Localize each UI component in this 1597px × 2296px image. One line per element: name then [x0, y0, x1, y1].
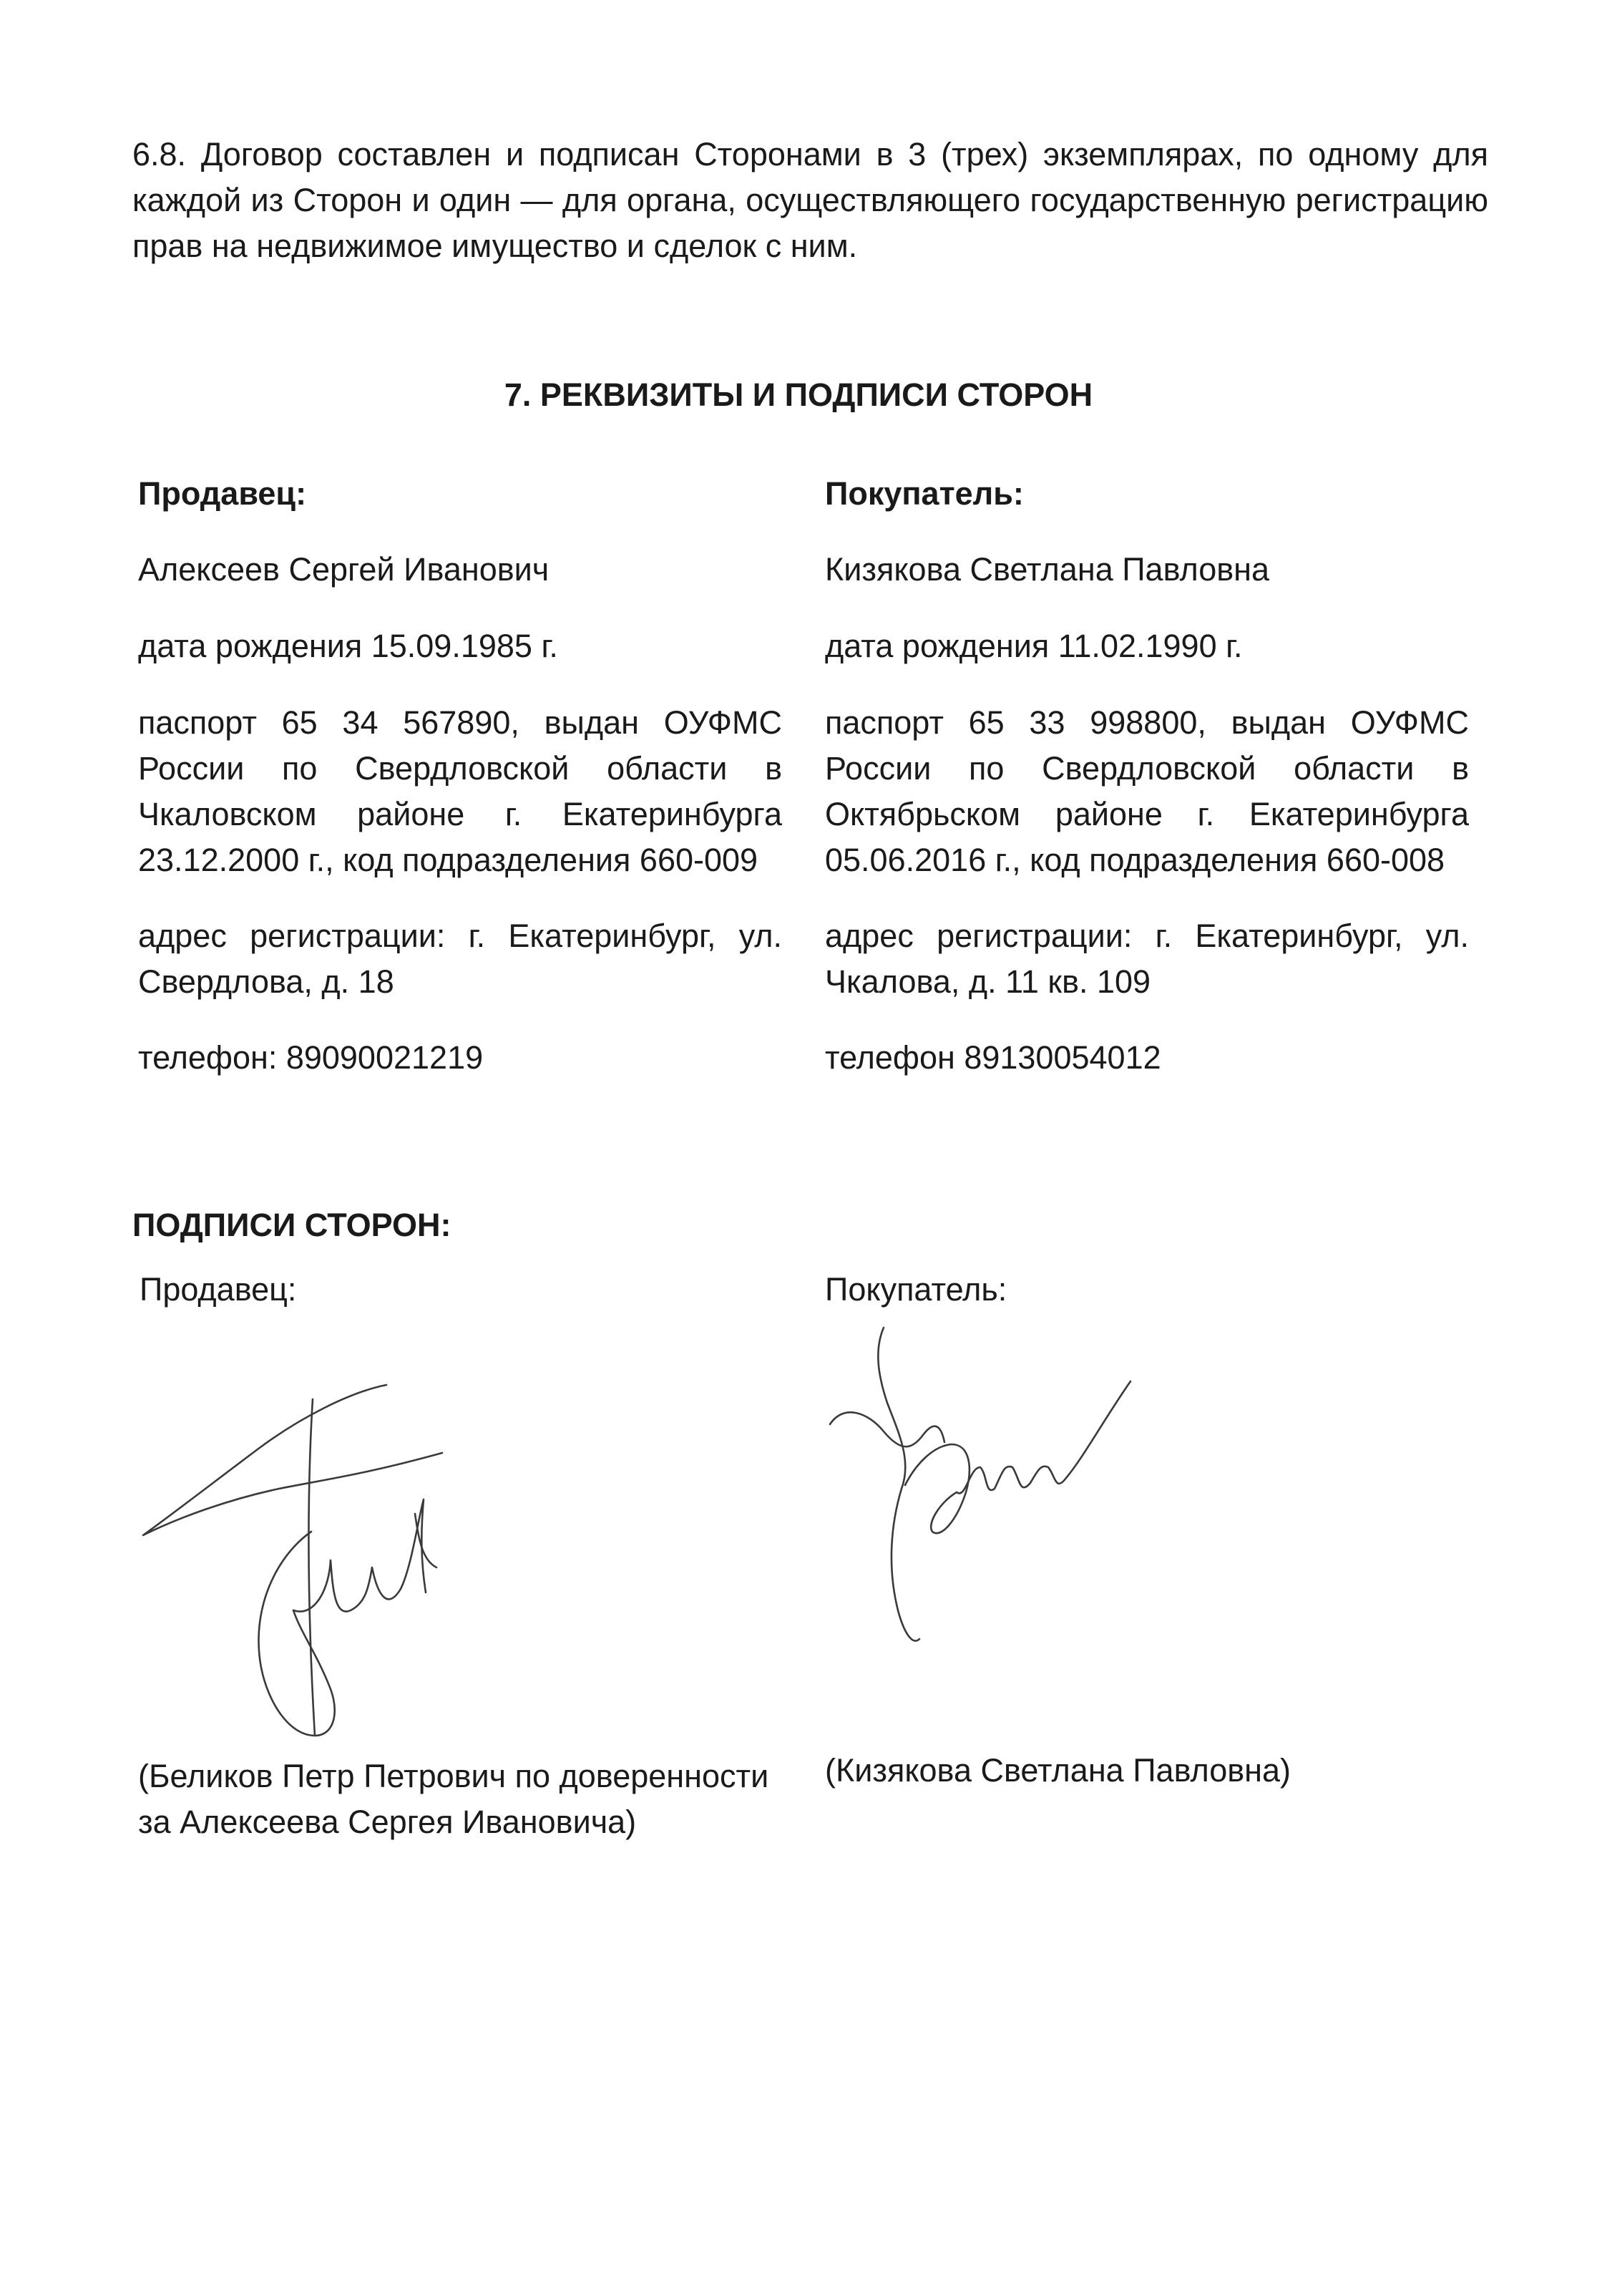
buyer-signature [819, 1324, 1148, 1682]
seller-phone: телефон: 89090021219 [138, 1039, 484, 1076]
seller-signature [136, 1374, 458, 1746]
seller-signatory-line-2: за Алексеева Сергея Ивановича) [138, 1804, 637, 1840]
seller-name: Алексеев Сергей Иванович [138, 551, 550, 588]
clause-6-8: 6.8. Договор составлен и подписан Сторонами в 3 (трех) экземплярах, по одному для каждой из Сторон и один — для органа, осуществляющего государственную регистрацию прав на недвижимое имущество и сделок с ним. [132, 136, 1488, 264]
seller-signatory-line-1: (Беликов Петр Петрович по доверенности [138, 1758, 769, 1794]
section-7-title: 7. РЕКВИЗИТЫ И ПОДПИСИ СТОРОН [504, 376, 1093, 413]
buyer-birth-date: дата рождения 11.02.1990 г. [825, 628, 1243, 664]
signatures-title: ПОДПИСИ СТОРОН: [132, 1207, 451, 1243]
buyer-name: Кизякова Светлана Павловна [825, 551, 1270, 588]
buyer-signatory: (Кизякова Светлана Павловна) [825, 1752, 1291, 1789]
buyer-phone: телефон 89130054012 [825, 1039, 1161, 1076]
buyer-signature-label: Покупатель: [825, 1271, 1007, 1308]
seller-signature-label: Продавец: [140, 1271, 297, 1308]
buyer-passport: паспорт 65 33 998800, выдан ОУФМС России по Свердловской области в Октябрьском районе г. Екатеринбурга 05.06.2016 г., код подразделения 660-008 [825, 704, 1469, 878]
seller-address: адрес регистрации: г. Екатеринбург, ул. Свердлова, д. 18 [138, 918, 782, 1000]
seller-heading: Продавец: [138, 475, 307, 512]
buyer-address: адрес регистрации: г. Екатеринбург, ул. Чкалова, д. 11 кв. 109 [825, 918, 1469, 1000]
seller-birth-date: дата рождения 15.09.1985 г. [138, 628, 558, 664]
buyer-heading: Покупатель: [825, 475, 1024, 512]
seller-passport: паспорт 65 34 567890, выдан ОУФМС России по Свердловской области в Чкаловском районе г. Екатеринбурга 23.12.2000 г., код подразделения 660-009 [138, 704, 782, 878]
